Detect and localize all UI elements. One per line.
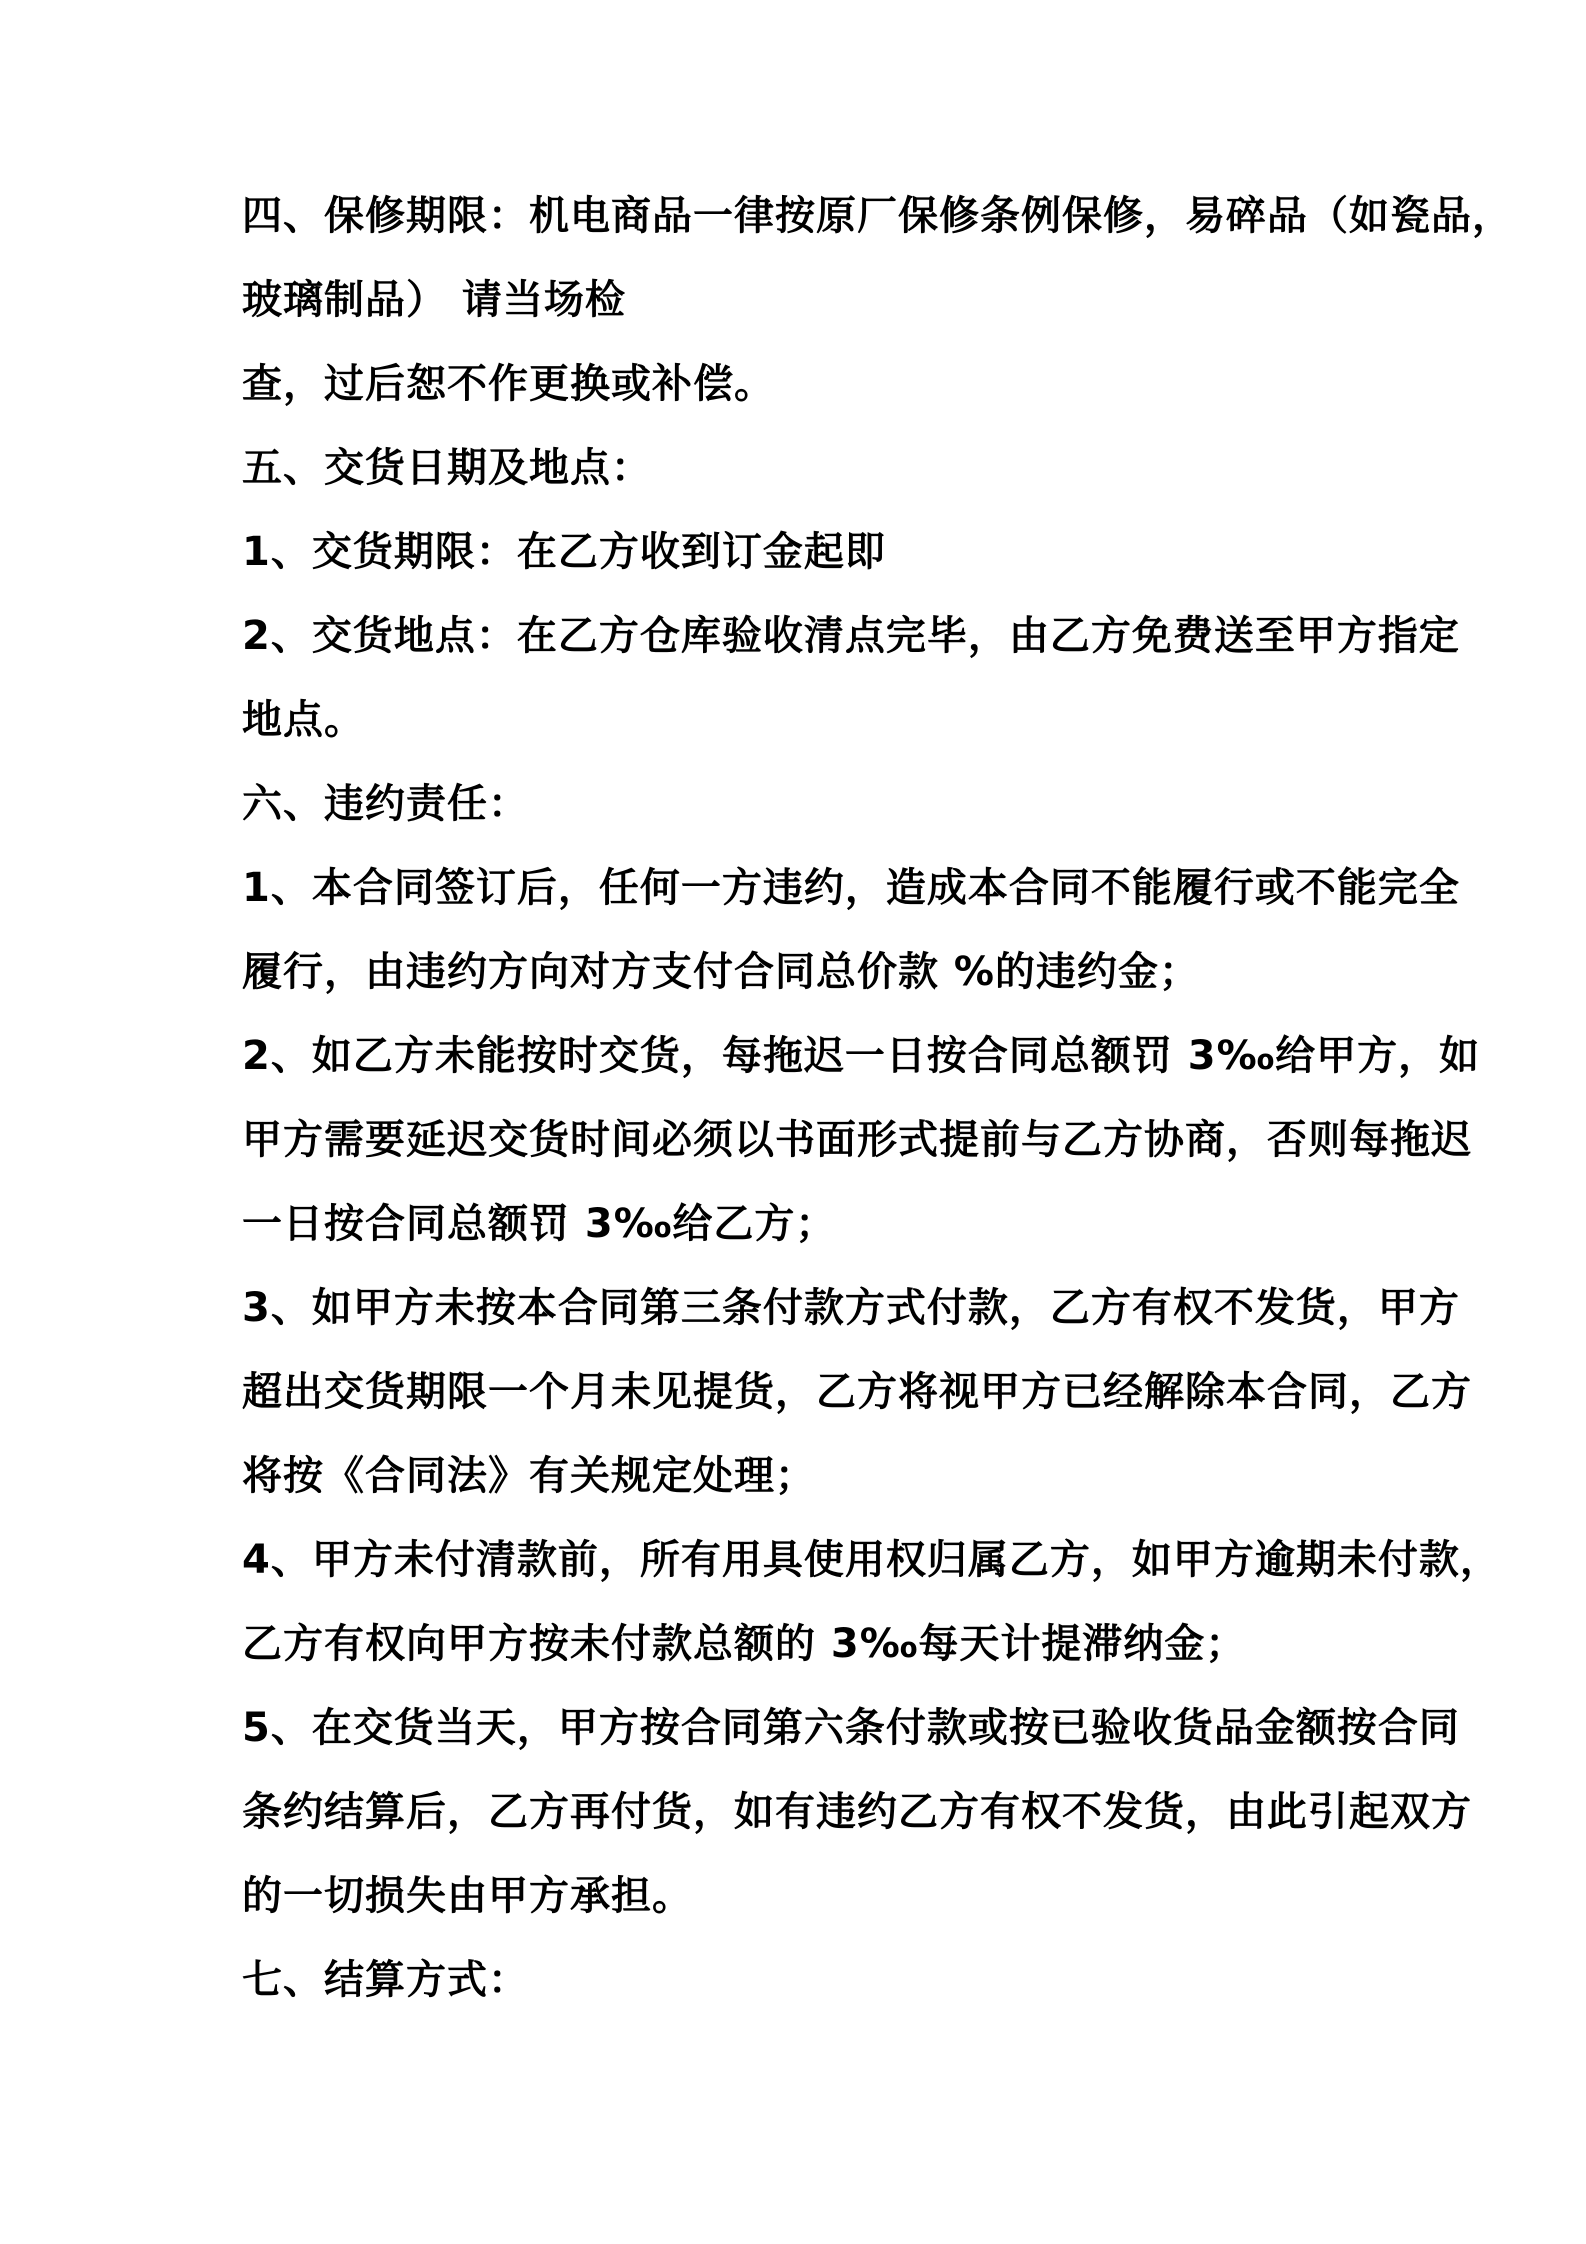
clause-breach-5-line-1: 5、在交货当天，甲方按合同第六条付款或按已验收货品金额按合同 (242, 1705, 1460, 1751)
clause-breach-2-line-1: 2、如乙方未能按时交货，每拖迟一日按合同总额罚 3‰给甲方，如 (242, 1033, 1481, 1079)
section-4-warranty-line-3: 查，过后恕不作更换或补偿。 (242, 361, 775, 407)
clause-breach-3-line-2: 超出交货期限一个月未见提货，乙方将视甲方已经解除本合同，乙方 (242, 1369, 1472, 1415)
clause-breach-2-line-3: 一日按合同总额罚 3‰给乙方； (242, 1201, 837, 1247)
clause-breach-3-line-3: 将按《合同法》有关规定处理； (242, 1453, 816, 1499)
section-7-settlement-heading: 七、结算方式： (242, 1957, 529, 2003)
section-5-delivery-heading: 五、交货日期及地点： (242, 445, 652, 491)
clause-breach-4-line-1: 4、甲方未付清款前，所有用具使用权归属乙方，如甲方逾期未付款， (242, 1537, 1501, 1583)
section-6-breach-heading: 六、违约责任： (242, 781, 529, 827)
clause-delivery-deadline: 1、交货期限：在乙方收到订金起即 (242, 529, 886, 575)
clause-breach-1-line-1: 1、本合同签订后，任何一方违约，造成本合同不能履行或不能完全 (242, 865, 1460, 911)
clause-breach-5-line-2: 条约结算后，乙方再付货，如有违约乙方有权不发货，由此引起双方 (242, 1789, 1472, 1835)
clause-breach-5-line-3: 的一切损失由甲方承担。 (242, 1873, 693, 1919)
clause-delivery-place-line-1: 2、交货地点：在乙方仓库验收清点完毕，由乙方免费送至甲方指定 (242, 613, 1460, 659)
clause-breach-2-line-2: 甲方需要延迟交货时间必须以书面形式提前与乙方协商，否则每拖迟 (242, 1117, 1472, 1163)
clause-breach-3-line-1: 3、如甲方未按本合同第三条付款方式付款，乙方有权不发货，甲方 (242, 1285, 1460, 1331)
section-4-warranty-line-1: 四、保修期限：机电商品一律按原厂保修条例保修，易碎品（如瓷品， (242, 193, 1513, 239)
section-4-warranty-line-2: 玻璃制品） 请当场检 (242, 277, 626, 323)
clause-delivery-place-line-2: 地点。 (242, 697, 365, 743)
clause-breach-1-line-2: 履行，由违约方向对方支付合同总价款 %的违约金； (242, 949, 1201, 995)
clause-breach-4-line-2: 乙方有权向甲方按未付款总额的 3‰每天计提滞纳金； (242, 1621, 1247, 1667)
